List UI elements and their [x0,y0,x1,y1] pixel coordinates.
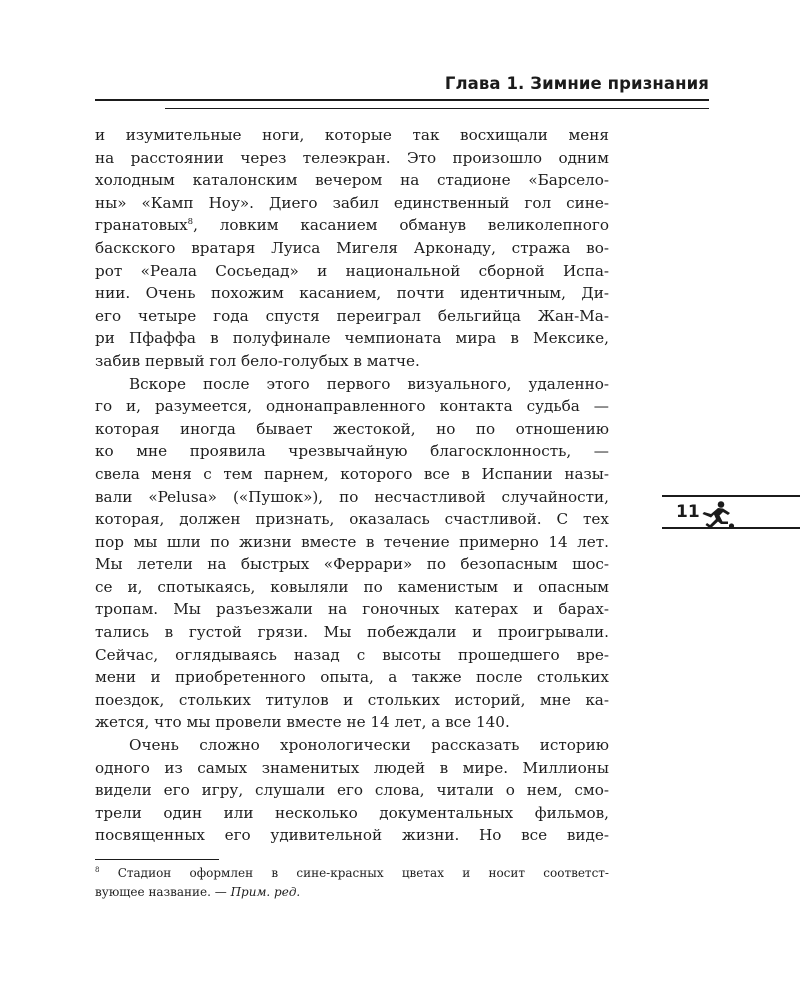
text-line: посвященных его удивительной жизни. Но все виде- [95,826,609,845]
text-line: тропам. Мы разъезжали на гоночных катерах и барах- [95,600,609,619]
footnote-line [95,864,609,883]
text-line: ри Пфаффа в полуфинале чемпионата мира в Мексике, [95,329,609,348]
text-line: одного из самых знаменитых людей в мире. Миллионы [95,758,609,777]
text-line: го и, разумеется, однонаправленного контакта судьба — [95,397,609,416]
text-line: Мы летели на быстрых «Феррари» по безопасным шос- [95,555,609,574]
footnote-text: вующее название. — [95,885,231,899]
text-line: рот «Реала Сосьедад» и национальной сборной Испа- [95,261,609,280]
text-line [95,214,609,237]
text-line: вали «Pelusa» («Пушок»), по несчастливой случайности, [95,487,609,506]
text-line: холодным каталонским вечером на стадионе «Барсело- [95,171,609,190]
text-line: его четыре года спустя переиграл бельгийца Жан-Ма- [95,306,609,325]
text-line: Вскоре после этого первого визуального, удаленно- [129,374,609,393]
page-number: 11 [676,502,700,522]
footnote-text: Стадион оформлен в сине-красных цветах и носит соответст- [99,866,609,880]
text-line: мени и приобретенного опыта, а также после стольких [95,668,609,687]
body-text [95,124,609,847]
text-line: поездок, стольких титулов и стольких историй, мне ка- [95,690,609,709]
text-line: ко мне проявила чрезвычайную благосклонность, — [95,442,609,461]
text-line: ны» «Камп Ноу». Диего забил единственный гол сине- [95,193,609,212]
text-line: трели один или несколько документальных фильмов, [95,803,609,822]
text-line: на расстоянии через телеэкран. Это произошло одним [95,148,609,167]
text-line: тались в густой грязи. Мы побеждали и проигрывали. [95,623,609,642]
tab-rule-top [662,495,800,497]
text-line: се и, спотыкаясь, ковыляли по каменистым и опасным [95,577,609,596]
footnote [95,864,609,902]
text-line: баскского вратаря Луиса Мигеля Арконаду, стража во- [95,238,609,257]
header-rule-bottom [165,108,709,109]
text-line: и изумительные ноги, которые так восхищали меня [95,126,609,144]
text-line: Очень сложно хронологически рассказать историю [129,736,609,755]
running-footballer-icon [697,500,735,530]
footnote-marker: 8 [95,866,100,874]
footnote-ref: 8 [187,217,194,228]
text-line: нии. Очень похожим касанием, почти идентичным, Ди- [95,284,609,303]
text-line: Сейчас, оглядываясь назад с высоты прошедшего вре- [95,645,609,664]
header-rule-top [95,99,709,101]
running-title: Глава 1. Зимние признания [444,74,709,93]
text-line: которая, должен признать, оказалась счастливой. С тех [95,510,609,529]
text-fragment: гранатовых [95,216,188,235]
text-fragment: , ловким касанием обманув великолепного [193,216,609,235]
text-line: жется, что мы провели вместе не 14 лет, а все 140. [95,713,510,732]
editor-note: Прим. ред. [230,885,301,899]
footnote-line [95,883,609,902]
text-line: свела меня с тем парнем, которого все в Испании назы- [95,464,609,483]
footnote-rule [95,859,219,860]
text-line: которая иногда бывает жестокой, но по отношению [95,419,609,438]
text-line: видели его игру, слушали его слова, читали о нем, смо- [95,781,609,800]
text-line: забив первый гол бело-голубых в матче. [95,351,420,370]
text-line: пор мы шли по жизни вместе в течение примерно 14 лет. [95,532,609,551]
